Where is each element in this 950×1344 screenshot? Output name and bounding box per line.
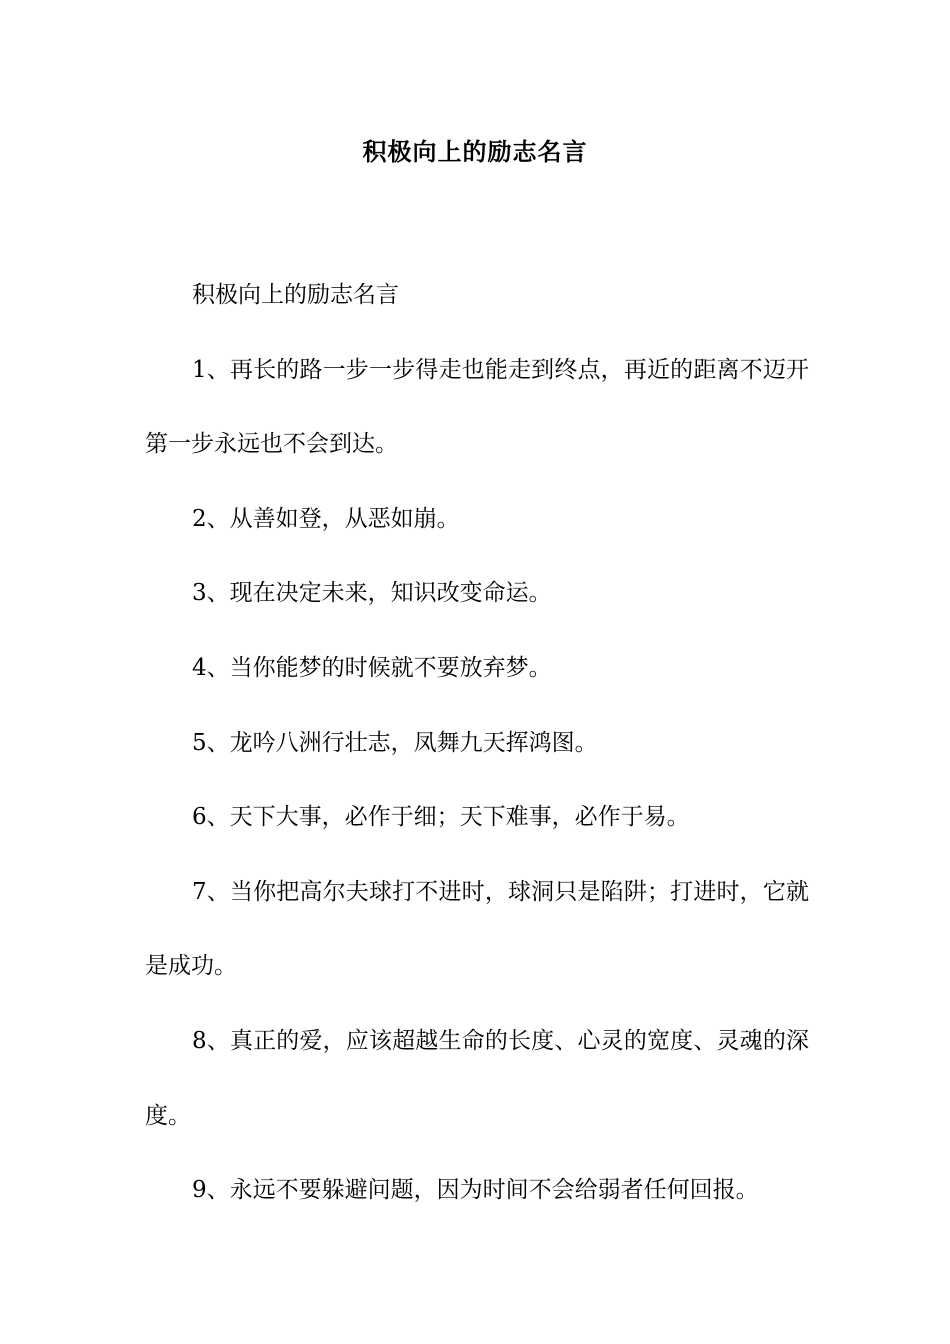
quote-paragraph-4: 4、当你能梦的时候就不要放弃梦。 <box>192 654 552 681</box>
quote-paragraph-1: 1、再长的路一步一步得走也能走到终点，再近的距离不迈开第一步永远也不会到达。 <box>145 356 809 458</box>
subtitle-paragraph: 积极向上的励志名言 <box>192 282 399 308</box>
quote-paragraph-2: 2、从善如登，从恶如崩。 <box>192 505 460 532</box>
quote-paragraph-8: 8、真正的爱，应该超越生命的长度、心灵的宽度、灵魂的深度。 <box>145 1027 809 1129</box>
document-body <box>145 258 809 1228</box>
quote-paragraph-3: 3、现在决定未来，知识改变命运。 <box>192 580 552 607</box>
quote-paragraph-7: 7、当你把高尔夫球打不进时，球洞只是陷阱；打进时，它就是成功。 <box>145 878 809 980</box>
quote-paragraph-6: 6、天下大事，必作于细；天下难事，必作于易。 <box>192 804 690 831</box>
document-title: 积极向上的励志名言 <box>362 137 588 166</box>
quote-paragraph-5: 5、龙吟八洲行壮志，凤舞九天挥鸿图。 <box>192 729 598 756</box>
quote-paragraph-9: 9、永远不要躲避问题，因为时间不会给弱者任何回报。 <box>192 1177 759 1204</box>
